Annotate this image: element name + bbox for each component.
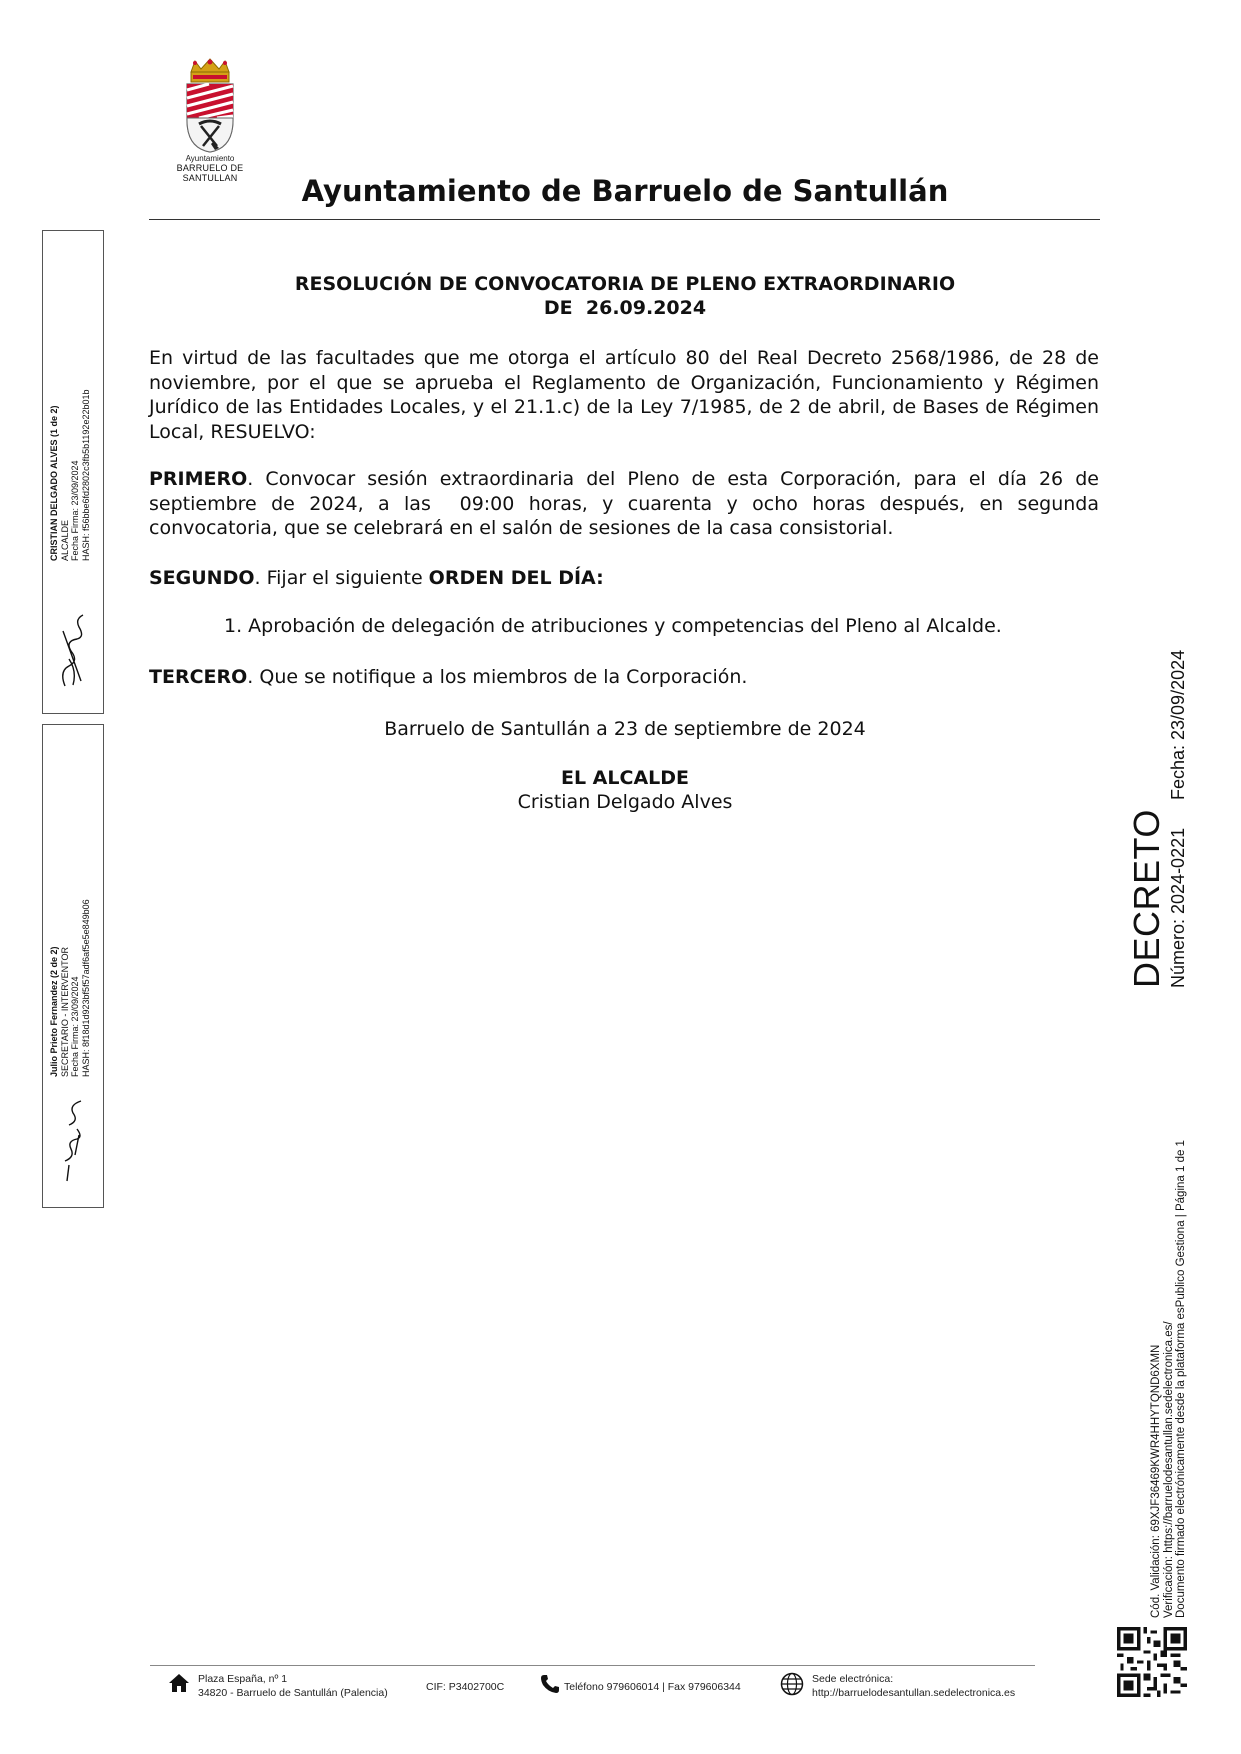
signed-note: Documento firmado electrónicamente desde la plataforma esPublico Gestiona | Página 1 de 1	[1175, 1140, 1187, 1618]
signature-hash: HASH: f56bbe6fd2802c3fb5b1192e22b01b	[80, 389, 91, 561]
sede-url[interactable]: http://barruelodesantullan.sedelectronica.es	[812, 1687, 1016, 1699]
qr-code-icon	[1117, 1627, 1187, 1697]
tercero-label: TERCERO	[149, 666, 248, 688]
footer-sede	[812, 1672, 1015, 1700]
signer-name: Cristian Delgado Alves	[517, 791, 733, 813]
signature-box-secretario	[42, 724, 104, 1208]
sede-label: Sede electrónica:	[812, 1673, 894, 1685]
municipal-logo	[150, 58, 270, 183]
logo-caption-top: Ayuntamiento	[185, 154, 235, 163]
header-divider	[149, 219, 1100, 220]
signature-date: Fecha Firma: 23/09/2024	[70, 976, 80, 1077]
handwritten-signature-icon	[55, 611, 91, 691]
decreto-number: Número: 2024-0221	[1168, 827, 1188, 988]
signer-title: EL ALCALDE	[560, 767, 690, 789]
agenda-item: 1. Aprobación de delegación de atribuciones y competencias del Pleno al Alcalde.	[224, 615, 1002, 637]
signature-box-alcalde	[42, 230, 104, 714]
resolution-title	[149, 272, 1101, 320]
address-line2: 34820 - Barruelo de Santullán (Palencia)	[198, 1687, 388, 1699]
handwritten-signature-icon	[55, 1095, 91, 1185]
signature-hash: HASH: 8f18d1d923bf5f57adf6af5e5e849b06	[80, 899, 91, 1077]
segundo-label: SEGUNDO	[149, 567, 255, 589]
footer-cif: CIF: P3402700C	[426, 1681, 505, 1693]
home-icon	[168, 1673, 190, 1693]
primero-paragraph	[149, 467, 1106, 541]
logo-caption-bottom: BARRUELO DE SANTULLAN	[176, 163, 244, 183]
primero-label: PRIMERO	[149, 468, 248, 490]
signature-role: ALCALDE	[59, 519, 70, 561]
tercero-text: . Que se notifique a los miembros de la Corporación.	[247, 666, 748, 688]
footer-address	[198, 1672, 388, 1700]
verification-url[interactable]: Verificación: https://barruelodesantullan.sedelectronica.es/	[1162, 1321, 1175, 1618]
resolution-title-line2: DE 26.09.2024	[543, 297, 707, 319]
globe-icon	[780, 1672, 804, 1696]
segundo-paragraph	[149, 566, 1099, 591]
signature-role: SECRETARIO - INTERVENTOR	[59, 946, 70, 1077]
resolution-title-line1: RESOLUCIÓN DE CONVOCATORIA DE PLENO EXTRAORDINARIO	[294, 273, 956, 295]
intro-paragraph: En virtud de las facultades que me otorga el artículo 80 del Real Decreto 2568/1986, de 28 de noviembre, por el que se aprueba el Reglamento de Organización, Funcionamiento y Régimen Jurídico de las Entidades Locales, y el 21.1.c) de la Ley 7/1985, de 2 de abril, de Bases de Régimen Local, RESUELVO:	[149, 347, 1099, 443]
place-date: Barruelo de Santullán a 23 de septiembre de 2024	[384, 718, 866, 740]
footer-phone: Teléfono 979606014 | Fax 979606344	[564, 1681, 741, 1693]
tercero-paragraph	[149, 665, 1099, 690]
validation-code: Cód. Validación: 69XJF36469KWR4HHYTQND6XMN	[1150, 1344, 1162, 1618]
page-title: Ayuntamiento de Barruelo de Santullán	[301, 174, 949, 208]
address-line1: Plaza España, nº 1	[198, 1673, 288, 1685]
coat-of-arms-icon	[179, 58, 241, 154]
signature-info	[49, 899, 91, 1077]
segundo-text: . Fijar el siguiente	[254, 567, 429, 589]
validation-block	[1150, 1140, 1188, 1618]
footer-divider	[150, 1665, 1035, 1666]
signature-date: Fecha Firma: 23/09/2024	[70, 460, 80, 561]
primero-text: . Convocar sesión extraordinaria del Pleno de esta Corporación, para el día 26 de septiembre de 2024, a las 09:00 horas, y cuarenta y ocho horas después, en segunda convocatoria, que se celebrará en el salón de sesiones de la casa consistorial.	[149, 468, 1106, 539]
decreto-stamp: DECRETO	[1126, 809, 1167, 988]
signature-name: Julio Prieto Fernandez (2 de 2)	[49, 946, 59, 1077]
signature-name: CRISTIAN DELGADO ALVES (1 de 2)	[49, 405, 59, 561]
signature-info	[49, 390, 91, 561]
phone-icon	[540, 1674, 560, 1694]
orden-del-dia-label: ORDEN DEL DÍA:	[428, 567, 604, 589]
decreto-date: Fecha: 23/09/2024	[1168, 649, 1188, 800]
